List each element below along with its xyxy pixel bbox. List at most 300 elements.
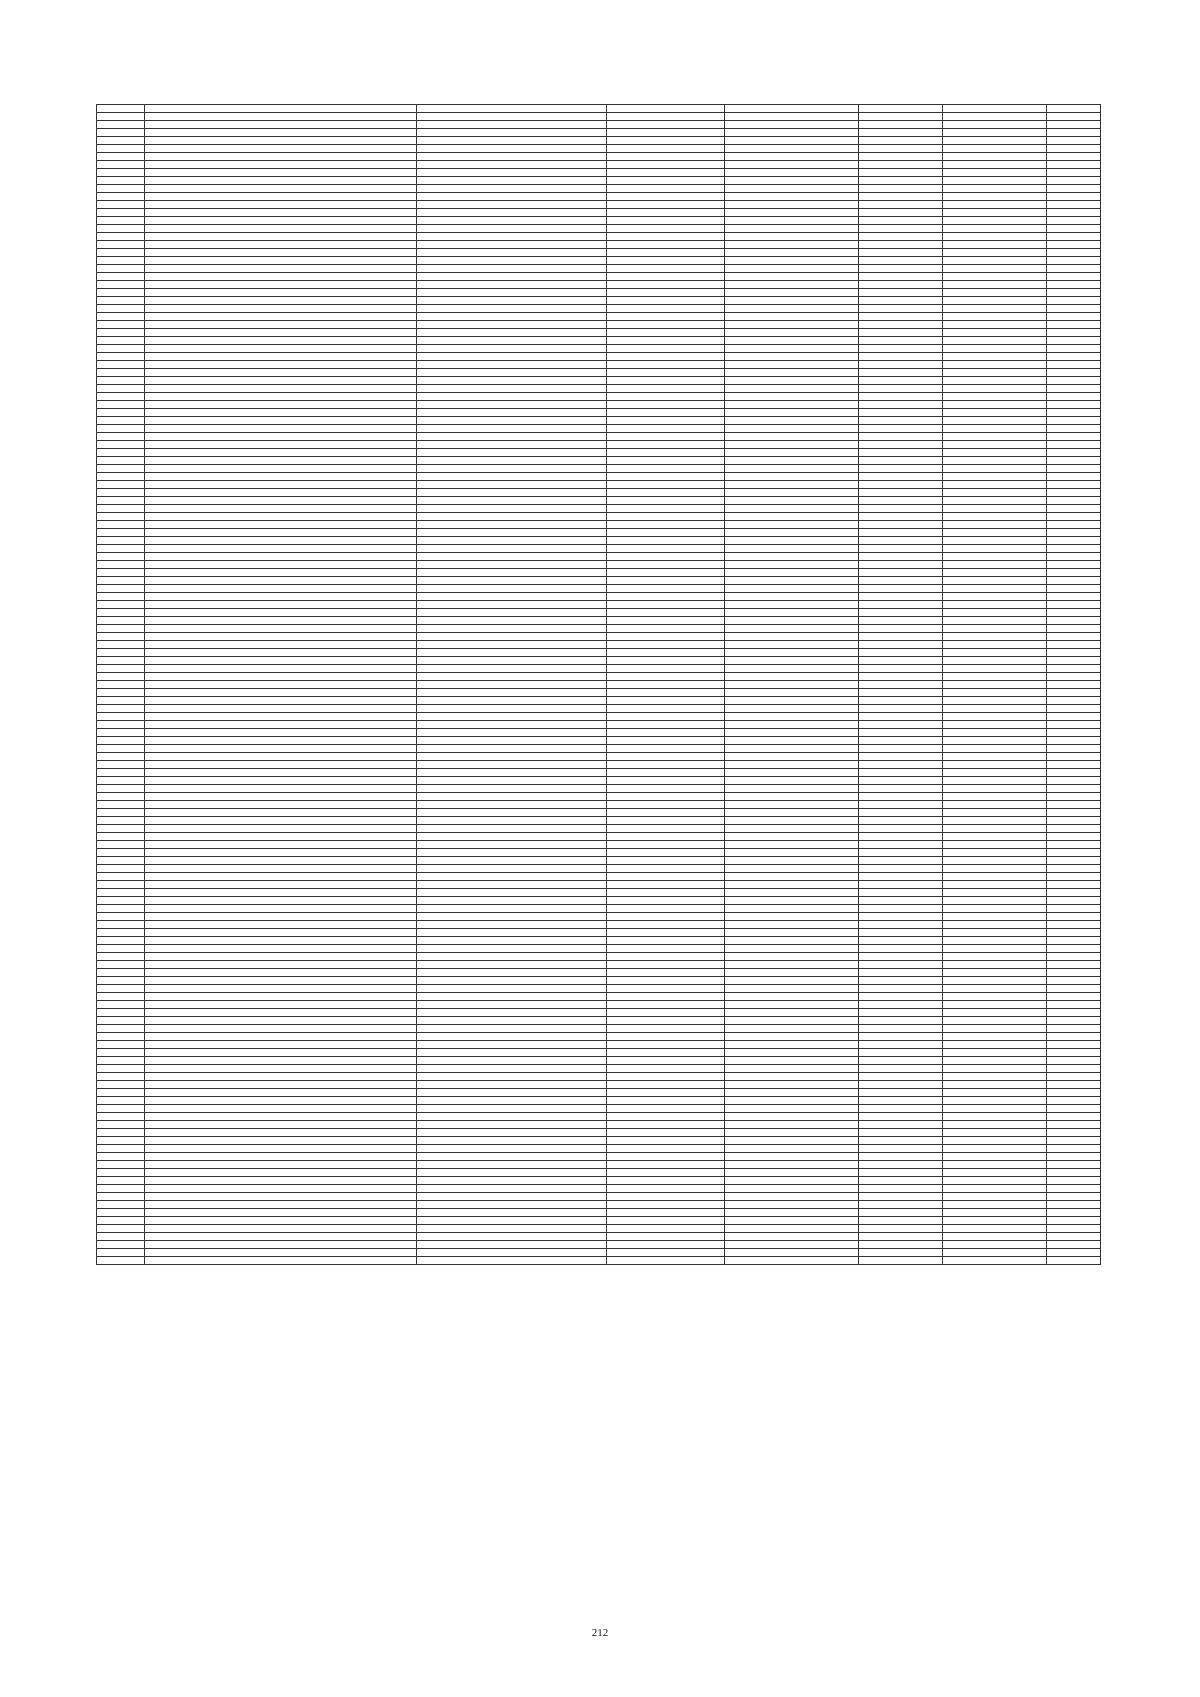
table-cell [145, 409, 417, 417]
table-cell [725, 985, 859, 993]
table-cell [725, 1057, 859, 1065]
table-cell [725, 769, 859, 777]
table-cell [1047, 1169, 1101, 1177]
table-cell [97, 337, 145, 345]
table-cell [97, 1113, 145, 1121]
table-cell [859, 1025, 943, 1033]
table-row [97, 1137, 1101, 1145]
table-cell [607, 249, 725, 257]
table-cell [859, 825, 943, 833]
table-cell [725, 185, 859, 193]
table-cell [145, 937, 417, 945]
table-cell [1047, 705, 1101, 713]
table-cell [1047, 921, 1101, 929]
table-cell [97, 513, 145, 521]
table-cell [145, 889, 417, 897]
table-cell [97, 777, 145, 785]
table-cell [145, 633, 417, 641]
table-cell [1047, 577, 1101, 585]
table-cell [145, 657, 417, 665]
table-row [97, 641, 1101, 649]
table-cell [943, 889, 1047, 897]
table-row [97, 257, 1101, 265]
table-cell [859, 857, 943, 865]
table-cell [145, 721, 417, 729]
table-cell [607, 185, 725, 193]
table-cell [725, 673, 859, 681]
table-cell [1047, 1089, 1101, 1097]
table-cell [1047, 273, 1101, 281]
table-cell [97, 969, 145, 977]
table-cell [97, 1033, 145, 1041]
table-cell [943, 673, 1047, 681]
table-cell [943, 665, 1047, 673]
table-cell [725, 1233, 859, 1241]
table-cell [417, 1225, 607, 1233]
table-cell [725, 929, 859, 937]
table-cell [859, 977, 943, 985]
table-cell [145, 881, 417, 889]
table-cell [97, 129, 145, 137]
table-cell [417, 297, 607, 305]
table-cell [417, 161, 607, 169]
table-cell [607, 1001, 725, 1009]
table-cell [145, 961, 417, 969]
table-cell [97, 1009, 145, 1017]
table-cell [859, 985, 943, 993]
table-cell [725, 665, 859, 673]
table-cell [417, 1209, 607, 1217]
table-cell [145, 401, 417, 409]
table-cell [1047, 489, 1101, 497]
table-cell [417, 801, 607, 809]
table-cell [145, 1017, 417, 1025]
table-cell [145, 1129, 417, 1137]
table-cell [607, 673, 725, 681]
table-row [97, 177, 1101, 185]
table-cell [145, 385, 417, 393]
table-cell [145, 777, 417, 785]
table-cell [859, 1201, 943, 1209]
table-cell [417, 897, 607, 905]
table-row [97, 1153, 1101, 1161]
table-cell [1047, 969, 1101, 977]
table-cell [725, 425, 859, 433]
table-cell [607, 505, 725, 513]
table-cell [97, 1153, 145, 1161]
table-cell [1047, 609, 1101, 617]
table-cell [417, 753, 607, 761]
table-cell [97, 889, 145, 897]
table-cell [607, 361, 725, 369]
table-cell [607, 985, 725, 993]
table-cell [417, 1153, 607, 1161]
table-cell [97, 825, 145, 833]
table-cell [859, 897, 943, 905]
table-cell [417, 1033, 607, 1041]
table-cell [943, 545, 1047, 553]
table-cell [725, 369, 859, 377]
table-cell [1047, 153, 1101, 161]
table-cell [725, 177, 859, 185]
table-cell [97, 641, 145, 649]
table-cell [725, 1217, 859, 1225]
table-cell [607, 489, 725, 497]
table-cell [1047, 745, 1101, 753]
table-cell [1047, 225, 1101, 233]
table-cell [97, 673, 145, 681]
table-cell [417, 521, 607, 529]
table-cell [725, 1137, 859, 1145]
table-cell [1047, 1113, 1101, 1121]
table-cell [943, 865, 1047, 873]
table-row [97, 1113, 1101, 1121]
table-cell [725, 793, 859, 801]
table-cell [607, 145, 725, 153]
table-cell [417, 489, 607, 497]
table-cell [943, 705, 1047, 713]
table-row [97, 513, 1101, 521]
table-cell [417, 1001, 607, 1009]
table-row [97, 665, 1101, 673]
table-cell [943, 817, 1047, 825]
table-cell [145, 1145, 417, 1153]
table-cell [417, 121, 607, 129]
table-cell [859, 1233, 943, 1241]
table-cell [859, 217, 943, 225]
table-cell [97, 993, 145, 1001]
table-cell [859, 697, 943, 705]
table-cell [607, 329, 725, 337]
table-cell [607, 1113, 725, 1121]
table-cell [943, 1185, 1047, 1193]
table-cell [1047, 1193, 1101, 1201]
table-cell [859, 705, 943, 713]
table-cell [145, 577, 417, 585]
table-row [97, 361, 1101, 369]
table-cell [97, 945, 145, 953]
table-cell [943, 273, 1047, 281]
table-cell [859, 569, 943, 577]
table-cell [97, 393, 145, 401]
table-cell [1047, 433, 1101, 441]
table-cell [859, 153, 943, 161]
table-cell [725, 921, 859, 929]
table-row [97, 801, 1101, 809]
table-row [97, 649, 1101, 657]
table-row [97, 441, 1101, 449]
table-cell [1047, 185, 1101, 193]
table-cell [417, 1121, 607, 1129]
table-cell [1047, 569, 1101, 577]
table-cell [1047, 729, 1101, 737]
table-cell [97, 961, 145, 969]
table-cell [725, 257, 859, 265]
table-cell [725, 393, 859, 401]
table-cell [1047, 145, 1101, 153]
table-cell [859, 833, 943, 841]
table-cell [607, 1017, 725, 1025]
table-cell [417, 937, 607, 945]
table-cell [943, 249, 1047, 257]
table-cell [97, 113, 145, 121]
table-cell [725, 1249, 859, 1257]
table-cell [145, 193, 417, 201]
table-cell [145, 1009, 417, 1017]
table-cell [725, 873, 859, 881]
table-cell [859, 745, 943, 753]
table-cell [1047, 497, 1101, 505]
table-cell [607, 1249, 725, 1257]
table-cell [859, 161, 943, 169]
table-cell [97, 1241, 145, 1249]
table-row [97, 1177, 1101, 1185]
table-cell [859, 889, 943, 897]
table-cell [145, 329, 417, 337]
table-cell [1047, 913, 1101, 921]
table-cell [417, 1201, 607, 1209]
table-cell [145, 321, 417, 329]
table-cell [145, 1257, 417, 1265]
table-cell [859, 185, 943, 193]
table-cell [725, 817, 859, 825]
table-cell [417, 1257, 607, 1265]
table-cell [97, 169, 145, 177]
table-cell [943, 945, 1047, 953]
table-cell [145, 153, 417, 161]
table-cell [607, 1105, 725, 1113]
table-cell [859, 1073, 943, 1081]
table-cell [859, 113, 943, 121]
table-row [97, 297, 1101, 305]
table-cell [607, 993, 725, 1001]
table-row [97, 977, 1101, 985]
table-cell [943, 577, 1047, 585]
table-cell [1047, 1041, 1101, 1049]
table-cell [607, 369, 725, 377]
table-cell [97, 1249, 145, 1257]
table-cell [725, 433, 859, 441]
table-cell [725, 537, 859, 545]
table-cell [145, 449, 417, 457]
table-cell [725, 521, 859, 529]
table-cell [859, 377, 943, 385]
table-cell [1047, 137, 1101, 145]
table-row [97, 1009, 1101, 1017]
table-cell [417, 321, 607, 329]
table-cell [725, 321, 859, 329]
table-cell [859, 785, 943, 793]
table-cell [943, 585, 1047, 593]
table-cell [859, 1137, 943, 1145]
table-cell [417, 945, 607, 953]
table-cell [145, 473, 417, 481]
table-cell [607, 737, 725, 745]
table-cell [145, 249, 417, 257]
table-cell [943, 105, 1047, 113]
table-cell [97, 361, 145, 369]
table-row [97, 1161, 1101, 1169]
table-cell [97, 689, 145, 697]
table-row [97, 1041, 1101, 1049]
table-cell [145, 945, 417, 953]
table-cell [943, 257, 1047, 265]
table-cell [145, 1185, 417, 1193]
table-cell [725, 641, 859, 649]
table-cell [145, 1105, 417, 1113]
table-cell [859, 1217, 943, 1225]
table-cell [145, 1033, 417, 1041]
table-cell [859, 201, 943, 209]
table-cell [417, 905, 607, 913]
table-cell [859, 233, 943, 241]
table-cell [859, 937, 943, 945]
table-cell [97, 953, 145, 961]
table-cell [97, 497, 145, 505]
table-cell [417, 289, 607, 297]
table-cell [145, 1025, 417, 1033]
table-cell [607, 793, 725, 801]
table-cell [725, 1033, 859, 1041]
table-cell [859, 353, 943, 361]
table-cell [607, 385, 725, 393]
table-cell [725, 121, 859, 129]
table-cell [725, 729, 859, 737]
table-cell [417, 113, 607, 121]
table-cell [607, 929, 725, 937]
table-cell [725, 465, 859, 473]
table-row [97, 697, 1101, 705]
table-cell [725, 361, 859, 369]
table-cell [725, 153, 859, 161]
table-row [97, 1249, 1101, 1257]
table-cell [1047, 1185, 1101, 1193]
table-cell [1047, 105, 1101, 113]
table-cell [859, 273, 943, 281]
table-cell [97, 713, 145, 721]
table-cell [725, 241, 859, 249]
table-cell [417, 721, 607, 729]
table-cell [943, 1193, 1047, 1201]
table-cell [145, 617, 417, 625]
table-cell [1047, 1225, 1101, 1233]
table-cell [1047, 841, 1101, 849]
table-cell [417, 265, 607, 273]
table-row [97, 433, 1101, 441]
table-cell [145, 129, 417, 137]
table-row [97, 169, 1101, 177]
table-cell [859, 721, 943, 729]
table-cell [859, 761, 943, 769]
table-cell [417, 769, 607, 777]
table-cell [607, 945, 725, 953]
table-cell [97, 193, 145, 201]
table-cell [97, 1225, 145, 1233]
table-cell [417, 457, 607, 465]
table-cell [859, 409, 943, 417]
table-row [97, 161, 1101, 169]
table-cell [97, 1017, 145, 1025]
table-cell [1047, 1033, 1101, 1041]
table-row [97, 969, 1101, 977]
table-cell [145, 649, 417, 657]
table-cell [97, 409, 145, 417]
table-cell [417, 401, 607, 409]
table-cell [859, 793, 943, 801]
table-cell [859, 681, 943, 689]
table-cell [859, 417, 943, 425]
table-cell [97, 457, 145, 465]
table-cell [97, 769, 145, 777]
table-cell [943, 409, 1047, 417]
table-cell [1047, 113, 1101, 121]
table-cell [145, 681, 417, 689]
table-cell [417, 921, 607, 929]
table-cell [145, 553, 417, 561]
table-cell [417, 657, 607, 665]
table-cell [725, 225, 859, 233]
table-row [97, 481, 1101, 489]
table-cell [943, 233, 1047, 241]
table-cell [145, 217, 417, 225]
table-row [97, 1105, 1101, 1113]
table-cell [859, 209, 943, 217]
table-cell [145, 1169, 417, 1177]
table-row [97, 1033, 1101, 1041]
table-cell [417, 209, 607, 217]
table-row [97, 489, 1101, 497]
table-cell [97, 1065, 145, 1073]
table-cell [145, 833, 417, 841]
table-cell [859, 281, 943, 289]
table-cell [1047, 329, 1101, 337]
table-cell [725, 1121, 859, 1129]
table-row [97, 449, 1101, 457]
table-cell [1047, 353, 1101, 361]
table-cell [859, 369, 943, 377]
table-cell [417, 713, 607, 721]
table-cell [859, 1097, 943, 1105]
table-cell [607, 409, 725, 417]
table-cell [859, 641, 943, 649]
table-cell [145, 1049, 417, 1057]
table-cell [607, 345, 725, 353]
table-cell [97, 153, 145, 161]
table-cell [145, 785, 417, 793]
table-cell [943, 1081, 1047, 1089]
table-cell [607, 545, 725, 553]
table-cell [725, 497, 859, 505]
table-cell [97, 905, 145, 913]
table-cell [859, 1129, 943, 1137]
table-cell [725, 1113, 859, 1121]
table-cell [1047, 1017, 1101, 1025]
table-cell [725, 1009, 859, 1017]
table-cell [417, 729, 607, 737]
table-row [97, 713, 1101, 721]
table-cell [417, 1169, 607, 1177]
table-cell [859, 1049, 943, 1057]
table-cell [145, 169, 417, 177]
table-cell [943, 161, 1047, 169]
table-cell [97, 1057, 145, 1065]
table-cell [943, 809, 1047, 817]
table-row [97, 305, 1101, 313]
table-cell [145, 905, 417, 913]
table-cell [417, 1073, 607, 1081]
table-row [97, 1169, 1101, 1177]
table-cell [417, 505, 607, 513]
